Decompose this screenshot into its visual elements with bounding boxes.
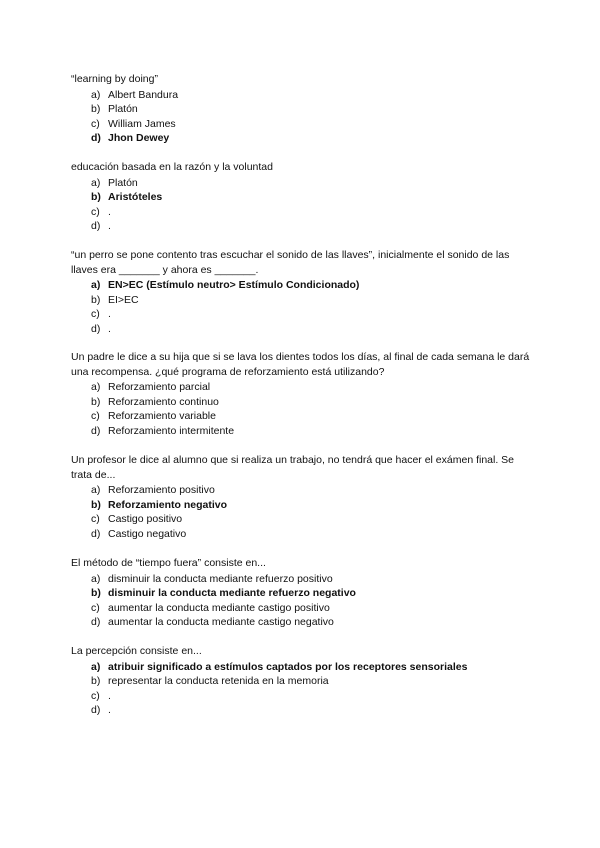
option-c [91,689,531,704]
option-text: aumentar la conducta mediante castigo positivo [108,601,330,614]
option-text: aumentar la conducta mediante castigo negativo [108,616,334,629]
option-text: Platón [108,176,138,189]
option-c [91,117,531,132]
option-a [91,572,531,587]
option-text: disminuir la conducta mediante refuerzo positivo [108,572,333,585]
option-text: William James [108,117,176,130]
option-letter: b) [91,675,101,688]
option-text: . [108,220,111,233]
option-text: Castigo positivo [108,513,183,526]
option-a [91,380,531,395]
option-letter: a) [91,660,101,673]
option-letter: b) [91,395,101,408]
question-stem: Un padre le dice a su hija que si se lava los dientes todos los días, al final de cada semana le dará una recompensa. ¿qué programa de reforzamiento está utilizando? [71,351,530,378]
option-letter: b) [91,587,101,600]
options-list [71,380,531,438]
option-text: Reforzamiento continuo [108,395,219,408]
option-text: Reforzamiento negativo [108,498,228,511]
option-d [91,527,531,542]
question-stem: “un perro se pone contento tras escuchar el sonido de las llaves”, inicialmente el sonido de las llaves era _______ y ahora es _______. [71,249,510,276]
option-letter: c) [91,117,100,130]
option-b [91,498,531,513]
option-b [91,102,531,117]
option-text: Aristóteles [108,191,163,204]
question-stem: El método de “tiempo fuera” consiste en... [71,557,266,569]
option-letter: d) [91,704,101,717]
option-letter: a) [91,279,101,291]
option-letter: d) [91,527,101,540]
option-a [91,88,531,103]
option-text: Reforzamiento intermitente [108,424,235,437]
option-letter: c) [91,601,100,614]
question-stem: educación basada en la razón y la voluntad [71,161,273,173]
option-letter: a) [91,88,101,101]
option-text: disminuir la conducta mediante refuerzo negativo [108,587,356,600]
option-letter: c) [91,513,100,526]
options-list [71,572,531,630]
option-a [91,660,531,675]
option-letter: c) [91,689,100,702]
option-letter: b) [91,293,101,306]
option-d [91,615,531,630]
option-text: EI>EC [108,293,139,306]
option-letter: d) [91,132,101,145]
question-3 [71,248,531,336]
option-c [91,409,531,424]
option-text: atribuir significado a estímulos captados por los receptores sensoriales [108,660,468,673]
option-d [91,424,531,439]
option-letter: d) [91,220,101,233]
option-c [91,601,531,616]
option-letter: a) [91,484,101,496]
option-letter: d) [91,424,101,437]
option-letter: b) [91,498,101,511]
option-d [91,703,531,718]
option-text: Jhon Dewey [108,132,170,145]
option-letter: c) [91,205,100,218]
option-text: . [108,308,111,321]
question-2 [71,160,531,234]
question-4 [71,350,531,438]
options-list [71,176,531,234]
option-a [91,176,531,191]
option-text: EN>EC (Estímulo neutro> Estímulo Condicionado) [108,279,360,291]
options-list [71,278,531,336]
option-text: Albert Bandura [108,88,179,101]
question-6 [71,556,531,630]
option-letter: a) [91,572,101,585]
option-text: Platón [108,103,138,116]
option-text: . [108,205,111,218]
option-letter: a) [91,381,101,393]
question-5 [71,453,531,541]
option-b [91,395,531,410]
option-text: . [108,704,111,717]
option-text: . [108,322,111,335]
option-letter: d) [91,322,101,335]
question-stem: Un profesor le dice al alumno que si realiza un trabajo, no tendrá que hacer el exámen final. Se trata de... [71,454,515,481]
options-list [71,88,531,146]
option-text: Reforzamiento positivo [108,484,215,496]
question-7 [71,644,531,718]
option-letter: d) [91,616,101,629]
option-text: Castigo negativo [108,527,187,540]
option-b [91,190,531,205]
option-c [91,205,531,220]
question-stem: “learning by doing” [71,73,158,85]
option-b [91,674,531,689]
options-list [71,483,531,541]
option-text: Reforzamiento parcial [108,381,211,393]
option-c [91,512,531,527]
option-c [91,307,531,322]
option-b [91,586,531,601]
option-b [91,293,531,308]
question-1 [71,72,531,146]
option-text: representar la conducta retenida en la memoria [108,675,329,688]
option-d [91,219,531,234]
option-text: . [108,689,111,702]
option-d [91,131,531,146]
option-letter: b) [91,191,101,204]
option-letter: a) [91,176,101,189]
option-a [91,483,531,498]
option-letter: c) [91,308,100,321]
option-d [91,322,531,337]
options-list [71,660,531,718]
option-letter: b) [91,103,101,116]
option-letter: c) [91,410,100,423]
question-stem: La percepción consiste en... [71,645,202,657]
option-a [91,278,531,293]
option-text: Reforzamiento variable [108,410,216,423]
